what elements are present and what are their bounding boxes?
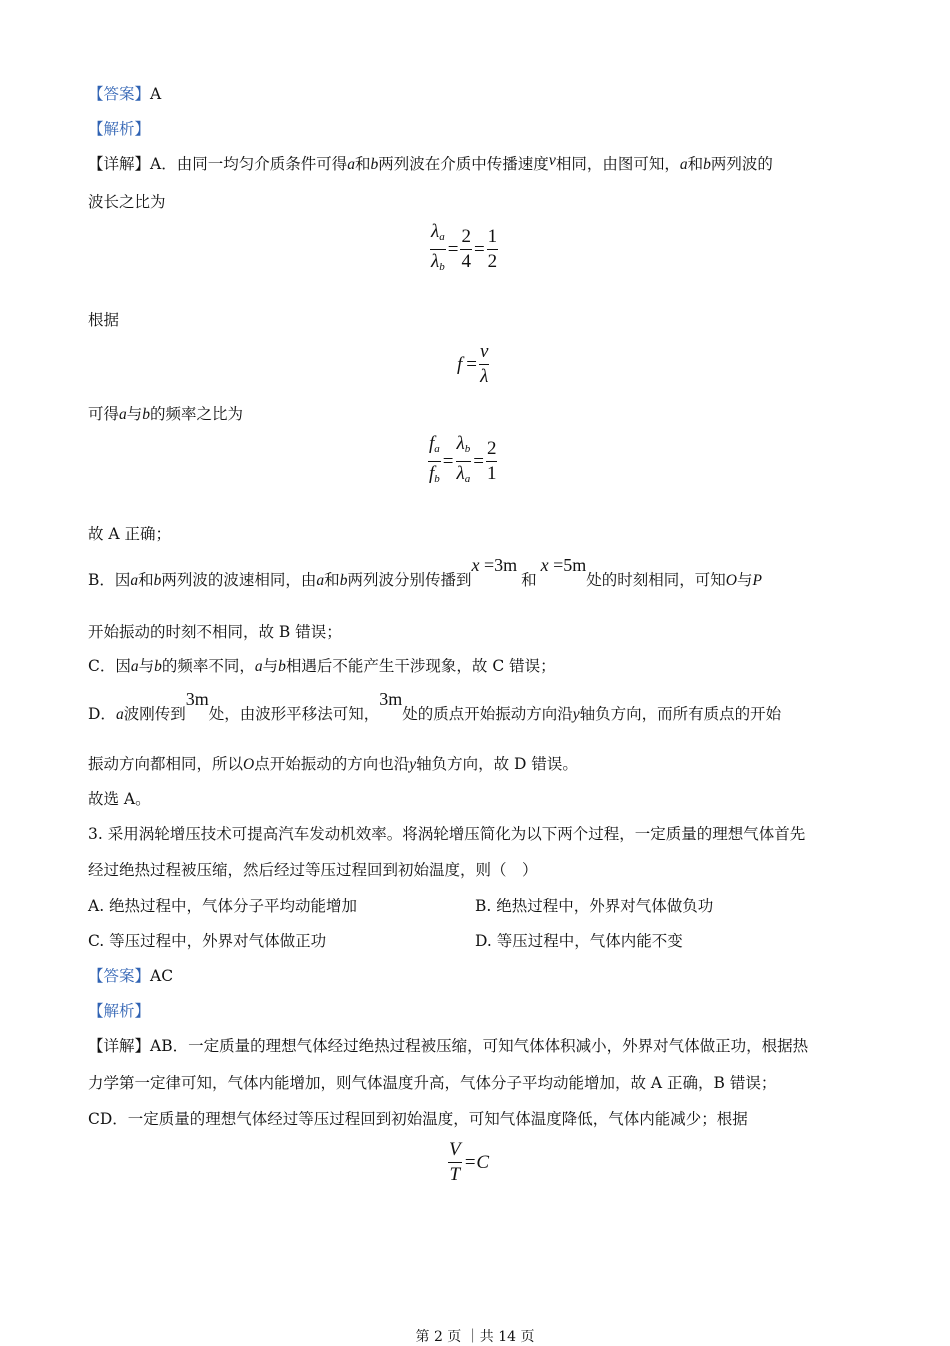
text: 相同，由图可知， [555,155,680,173]
q2-d-line-2 [88,752,578,774]
var-a: a [316,572,325,589]
var-f: f [429,463,435,484]
lambda: λ [431,221,440,242]
q3-analysis-line [88,999,150,1021]
var-b: b [153,572,162,589]
subscript: a [434,443,440,455]
q3-stem-line-2: 经过绝热过程被压缩，然后经过等压过程回到初始温度，则（ ） [88,861,538,879]
equation-gas-law [448,1138,491,1187]
text: 振动方向都相同，所以 [88,755,244,773]
equation-frequency-ratio: $\frac{f_a}{f_b}$ = $\frac{\lambda_b}{\lambda_a}$ = $\frac{2}{1}$ [428,432,497,491]
a-correct-text: 故 A 正确； [88,525,172,543]
var-b: b [703,156,711,173]
q2-detail-line-1 [88,152,773,174]
lambda: λ [456,463,465,484]
q3-option-d: D. 等压过程中，气体内能不变 [475,932,683,950]
q2-d-line-1 [88,689,782,724]
var-b: b [278,658,286,675]
equation-frequency: f = $\frac{v}{\lambda}$ [457,341,489,387]
analysis-tag: 【解析】 [88,120,151,138]
q3-answer-line [88,964,173,986]
text: 两列波的 [710,155,773,173]
q3-option-c: C. 等压过程中，外界对气体做正功 [88,932,327,950]
rhs-constant: =C [463,1151,490,1173]
text: C．因 [88,657,131,675]
var-v: v [548,152,556,169]
position-3m [471,555,517,575]
text: 两列波的波速相同，由 [161,571,317,589]
fraction [428,432,441,491]
var-b: b [142,406,151,423]
q3-stem-line-1: 3. 采用涡轮增压技术可提高汽车发动机效率。将涡轮增压简化为以下两个过程，一定质量的理想气体首先 [88,825,806,843]
position-5m [541,555,587,575]
text: A．由同一均匀介质条件可得 [150,155,348,173]
text: 的频率不同， [161,657,255,675]
fraction [487,225,499,274]
var-a: a [130,572,139,589]
q3-detail-line-1 [88,1034,808,1056]
fraction [479,340,489,389]
point-o: O [243,756,255,773]
text: 两列波在介质中传播速度 [378,155,549,173]
lambda: λ [431,251,440,272]
subscript: a [439,231,445,243]
denominator: λ [480,366,489,387]
text: D． [88,705,116,723]
denominator: 1 [486,463,497,484]
text: 波刚传到 [123,705,186,723]
numerator: 1 [487,225,499,250]
text: 和 [138,571,154,589]
q3-option-b: B. 绝热过程中，外界对气体做负功 [475,897,714,915]
text: 和 [354,155,371,173]
var-f: f [457,353,463,375]
q2-choose-text: 故选 A。 [88,790,151,808]
fraction [456,432,472,491]
text: 相遇后不能产生干涉现象，故 C 错误； [285,657,556,675]
var-a: a [119,406,127,423]
page-footer: 第 2 页 ｜共 14 页 [415,1329,535,1345]
var-x: x [471,555,480,575]
text: 处的质点开始振动方向沿 [402,705,573,723]
text: 轴负方向，而所有质点的开始 [579,705,782,723]
var-a: a [347,156,355,173]
q2-c-line [88,654,556,676]
var-f: f [429,433,435,454]
text: B．因 [88,571,131,589]
detail-tag: 【详解】 [88,155,151,173]
analysis-tag: 【解析】 [88,1002,151,1020]
text: 点开始振动的方向也沿 [254,755,410,773]
detail-tag: 【详解】 [88,1037,151,1055]
numerator: 2 [486,437,498,462]
subscript: b [439,261,445,273]
var-t: T [449,1164,461,1185]
denominator: 2 [487,251,498,272]
q3-option-a: A. 绝热过程中，气体分子平均动能增加 [88,897,358,915]
point-p: P [752,572,762,589]
lambda: λ [456,433,465,454]
text: 两列波分别传播到 [347,571,472,589]
text: AB．一定质量的理想气体经过绝热过程被压缩，可知气体体积减小，外界对气体做正功，根据热 [150,1037,809,1055]
text: 与 [737,571,753,589]
var-a: a [254,658,263,675]
q2-freq-ratio-line [88,402,243,424]
var-a: a [130,658,139,675]
equation-wavelength-ratio: $\frac{\lambda_a}{\lambda_b}$ = $\frac{2}{4}$ = $\frac{1}{2}$ [430,220,498,279]
position-3m: 3m [185,689,209,709]
text: 和 [521,571,537,589]
q3-detail-line-3: CD．一定质量的理想气体经过等压过程回到初始温度，可知气体温度降低，气体内能减少；根据 [88,1110,748,1128]
text: 与 [126,405,143,423]
text: 与 [262,657,279,675]
var-a: a [115,706,124,723]
text: 与 [138,657,155,675]
q2-detail-line-2: 波长之比为 [88,193,166,211]
fraction [430,220,446,279]
axis-y: y [409,756,417,773]
fraction [460,225,472,274]
text: 可得 [88,405,120,423]
point-o: O [725,572,737,589]
var-b: b [339,572,348,589]
position-3m: 3m [379,689,403,709]
q2-answer-line [88,82,161,104]
fraction [486,437,498,486]
var-a: a [679,156,688,173]
text: 处，由波形平移法可知， [208,705,380,723]
subscript: a [464,473,471,485]
text: 和 [324,571,340,589]
numerator: v [480,341,489,362]
answer-value: A [150,85,162,103]
text: 轴负方向，故 D 错误。 [416,755,578,773]
text: 的频率之比为 [150,405,244,423]
answer-value: AC [150,967,174,985]
subscript: b [464,443,471,455]
value: =5m [553,555,587,575]
answer-tag: 【答案】 [88,85,151,103]
q3-detail-line-2: 力学第一定律可知，气体内能增加，则气体温度升高，气体分子平均动能增加，故 A 正确，B 错误； [88,1074,777,1092]
numerator: 2 [460,225,472,250]
var-b: b [154,658,162,675]
q2-b-line-2: 开始振动的时刻不相同，故 B 错误； [88,623,342,641]
q2-b-line-1 [88,555,762,590]
text: 和 [687,155,704,173]
answer-tag: 【答案】 [88,967,151,985]
axis-y: y [572,706,580,723]
var-x: x [540,555,549,575]
basis-text: 根据 [88,311,120,329]
q2-analysis-line [88,117,150,139]
value: =3m [483,555,518,575]
text: 处的时刻相同，可知 [586,571,726,589]
subscript: b [434,473,440,485]
var-b: b [370,156,379,173]
fraction [448,1138,462,1187]
denominator: 4 [461,251,471,272]
var-v: V [449,1139,461,1160]
